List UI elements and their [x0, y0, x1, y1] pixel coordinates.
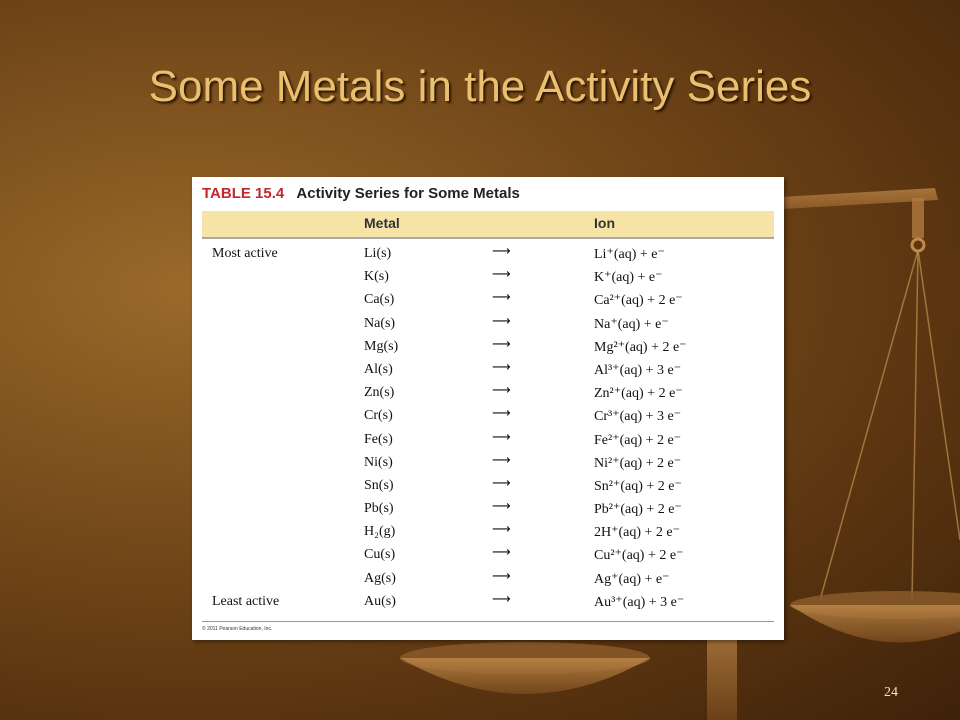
- ion-cell: Ni²⁺(aq) + 2 e⁻: [594, 455, 682, 471]
- ion-cell: Zn²⁺(aq) + 2 e⁻: [594, 386, 683, 402]
- metal-cell: Pb(s): [364, 501, 394, 517]
- activity-label: Least active: [212, 593, 280, 609]
- table-header: [202, 211, 774, 239]
- reaction-arrow-icon: ⟶: [492, 452, 511, 468]
- ion-cell: Na⁺(aq) + e⁻: [594, 316, 669, 332]
- table-row: [202, 592, 774, 615]
- metal-cell: Al(s): [364, 361, 393, 377]
- header-ion: Ion: [594, 215, 615, 231]
- table-number: TABLE 15.4: [202, 185, 285, 202]
- reaction-arrow-icon: ⟶: [492, 545, 511, 561]
- ion-cell: Au³⁺(aq) + 3 e⁻: [594, 594, 685, 610]
- metal-cell: Na(s): [364, 315, 396, 331]
- table-row: [202, 499, 774, 522]
- reaction-arrow-icon: ⟶: [492, 383, 511, 399]
- metal-cell: Zn(s): [364, 385, 395, 401]
- metal-cell: Mg(s): [364, 338, 399, 354]
- ion-cell: Cr³⁺(aq) + 3 e⁻: [594, 409, 682, 425]
- reaction-arrow-icon: ⟶: [492, 475, 511, 491]
- reaction-arrow-icon: ⟶: [492, 568, 511, 584]
- reaction-arrow-icon: ⟶: [492, 359, 511, 375]
- reaction-arrow-icon: ⟶: [492, 406, 511, 422]
- ion-cell: Li⁺(aq) + e⁻: [594, 247, 665, 262]
- ion-cell: Pb²⁺(aq) + 2 e⁻: [594, 502, 682, 518]
- table-caption: [202, 185, 520, 202]
- ion-cell: K⁺(aq) + e⁻: [594, 270, 663, 286]
- ion-cell: Cu²⁺(aq) + 2 e⁻: [594, 548, 684, 564]
- metal-cell: Fe(s): [364, 431, 393, 447]
- metal-cell: Cu(s): [364, 547, 396, 563]
- slide-title: Some Metals in the Activity Series: [148, 62, 812, 111]
- slide-number: 24: [884, 685, 898, 700]
- table-row: [202, 522, 774, 545]
- table-row: [202, 290, 774, 313]
- ion-cell: Fe²⁺(aq) + 2 e⁻: [594, 432, 682, 448]
- ion-cell: Ag⁺(aq) + e⁻: [594, 571, 670, 587]
- table-row: [202, 569, 774, 592]
- metal-cell: Cr(s): [364, 408, 393, 424]
- table-row: [202, 314, 774, 337]
- table-row: [202, 360, 774, 383]
- reaction-arrow-icon: ⟶: [492, 499, 511, 515]
- reaction-arrow-icon: ⟶: [492, 290, 511, 306]
- table-row: [202, 267, 774, 290]
- metal-cell: Li(s): [364, 246, 392, 261]
- metal-cell: Au(s): [364, 593, 396, 609]
- table-row: [202, 383, 774, 406]
- ion-cell: Sn²⁺(aq) + 2 e⁻: [594, 478, 682, 494]
- activity-series-table: [192, 177, 784, 640]
- ion-cell: Mg²⁺(aq) + 2 e⁻: [594, 339, 687, 355]
- reaction-arrow-icon: ⟶: [492, 429, 511, 445]
- table-body: [202, 244, 774, 615]
- metal-cell: K(s): [364, 269, 389, 285]
- copyright-note: © 2011 Pearson Education, Inc.: [202, 626, 273, 632]
- ion-cell: 2H⁺(aq) + 2 e⁻: [594, 525, 681, 541]
- table-row: [202, 244, 774, 267]
- reaction-arrow-icon: ⟶: [492, 313, 511, 329]
- metal-cell: Ag(s): [364, 570, 396, 586]
- activity-label: Most active: [212, 246, 278, 261]
- metal-cell: H₂(g): [364, 524, 396, 540]
- reaction-arrow-icon: ⟶: [492, 244, 511, 259]
- table-row: [202, 406, 774, 429]
- metal-cell: Ca(s): [364, 292, 395, 308]
- reaction-arrow-icon: ⟶: [492, 522, 511, 538]
- table-bottom-rule: [202, 621, 774, 622]
- table-row: [202, 337, 774, 360]
- table-title: Activity Series for Some Metals: [296, 185, 520, 202]
- ion-cell: Al³⁺(aq) + 3 e⁻: [594, 362, 682, 378]
- reaction-arrow-icon: ⟶: [492, 336, 511, 352]
- reaction-arrow-icon: ⟶: [492, 591, 511, 607]
- reaction-arrow-icon: ⟶: [492, 267, 511, 283]
- table-row: [202, 476, 774, 499]
- table-row: [202, 453, 774, 476]
- metal-cell: Sn(s): [364, 477, 394, 493]
- ion-cell: Ca²⁺(aq) + 2 e⁻: [594, 293, 683, 309]
- metal-cell: Ni(s): [364, 454, 393, 470]
- table-row: [202, 545, 774, 568]
- header-metal: Metal: [364, 215, 400, 231]
- table-row: [202, 430, 774, 453]
